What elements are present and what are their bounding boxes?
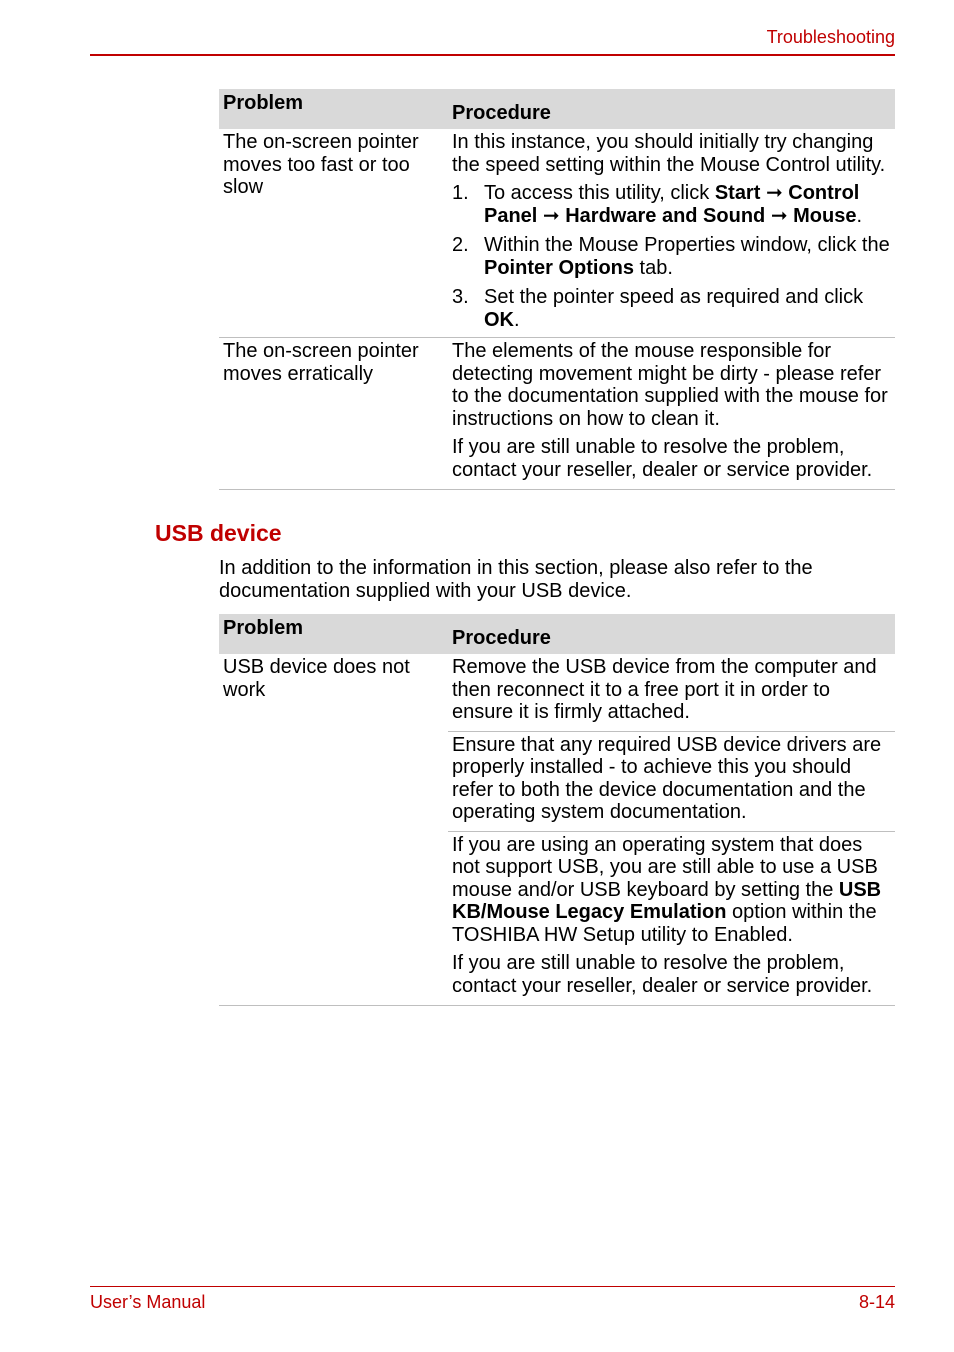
procedure-cell (448, 338, 895, 490)
procedure-paragraph: If you are still unable to resolve the problem, contact your reseller, dealer or service provider. (452, 952, 873, 997)
table-header-row (219, 614, 895, 654)
list-item (452, 286, 895, 331)
footer-rule (90, 1286, 895, 1287)
inner-divider (448, 731, 895, 824)
step-text-post: . (514, 308, 520, 331)
procedure-paragraph: The elements of the mouse responsible for detecting movement might be dirty - please refer to the documentation supplied with the mouse for instructions on how to clean it. (452, 340, 888, 430)
column-header-procedure: Procedure (448, 614, 895, 654)
menu-hardware-and-sound: Hardware and Sound (565, 204, 766, 227)
list-item (452, 182, 895, 227)
tab-pointer-options: Pointer Options (484, 256, 634, 279)
problem-cell: The on-screen pointer moves erratically (219, 338, 448, 490)
footer-page-number: 8-14 (858, 1292, 895, 1312)
procedure-paragraph: Ensure that any required USB device drivers are properly installed - to achieve this you should refer to both the device documentation and the operating system documentation. (452, 733, 882, 823)
header-rule (90, 54, 895, 56)
procedure-cell (448, 129, 895, 338)
procedure-paragraph (448, 834, 895, 947)
step-text-post: tab. (634, 256, 673, 279)
usb-troubleshooting-table (219, 614, 895, 1006)
footer-manual-title: User’s Manual (90, 1292, 206, 1312)
column-header-procedure: Procedure (448, 89, 895, 129)
running-header: Troubleshooting (766, 27, 895, 47)
arrow-icon: ➞ (537, 204, 566, 227)
step-text (484, 234, 895, 279)
procedure-cell (448, 654, 895, 1006)
step-text-pre: To access this utility, click (484, 182, 715, 204)
step-text (484, 286, 895, 331)
table-row (219, 338, 895, 490)
table-row (219, 654, 895, 1006)
problem-cell: USB device does not work (219, 654, 448, 1006)
column-header-problem: Problem (219, 89, 448, 129)
step-number: 1. (452, 182, 469, 204)
table-row (219, 129, 895, 338)
step-number: 2. (452, 234, 469, 256)
step-text-pre: Within the Mouse Properties window, click the (484, 234, 890, 256)
menu-start: Start (714, 182, 761, 204)
menu-mouse: Mouse (793, 204, 857, 227)
step-text-pre: Set the pointer speed as required and click (484, 286, 864, 308)
section-intro: In addition to the information in this section, please also refer to the documentation supplied with your USB device. (219, 557, 813, 602)
paragraph-text-pre: If you are using an operating system that does not support USB, you are still able to use a USB mouse and/or USB keyboard by setting the (452, 833, 878, 901)
procedure-paragraph: Remove the USB device from the computer and then reconnect it to a free port it in order to ensure it is firmly attached. (452, 656, 877, 723)
section-title: USB device (155, 520, 282, 546)
arrow-icon: ➞ (765, 204, 794, 227)
arrow-icon: ➞ (760, 182, 789, 204)
step-text (484, 182, 895, 227)
bios-option-name: USB KB/Mouse Legacy Emulation (452, 878, 882, 923)
step-text-post: . (856, 204, 863, 227)
mouse-troubleshooting-table (219, 89, 895, 490)
paragraph-text-post: option within the TOSHIBA HW Setup utility to Enabled. (452, 901, 877, 946)
procedure-paragraph: If you are still unable to resolve the problem, contact your reseller, dealer or service provider. (452, 436, 873, 481)
button-ok: OK (484, 308, 514, 331)
inner-divider (448, 831, 895, 998)
problem-cell: The on-screen pointer moves too fast or too slow (219, 129, 448, 338)
table-header-row (219, 89, 895, 129)
procedure-steps (452, 182, 895, 331)
list-item (452, 234, 895, 279)
menu-control-panel: Control Panel (484, 182, 860, 227)
column-header-problem: Problem (219, 614, 448, 654)
procedure-intro: In this instance, you should initially try changing the speed setting within the Mouse Control utility. (452, 131, 886, 176)
step-number: 3. (452, 286, 469, 308)
